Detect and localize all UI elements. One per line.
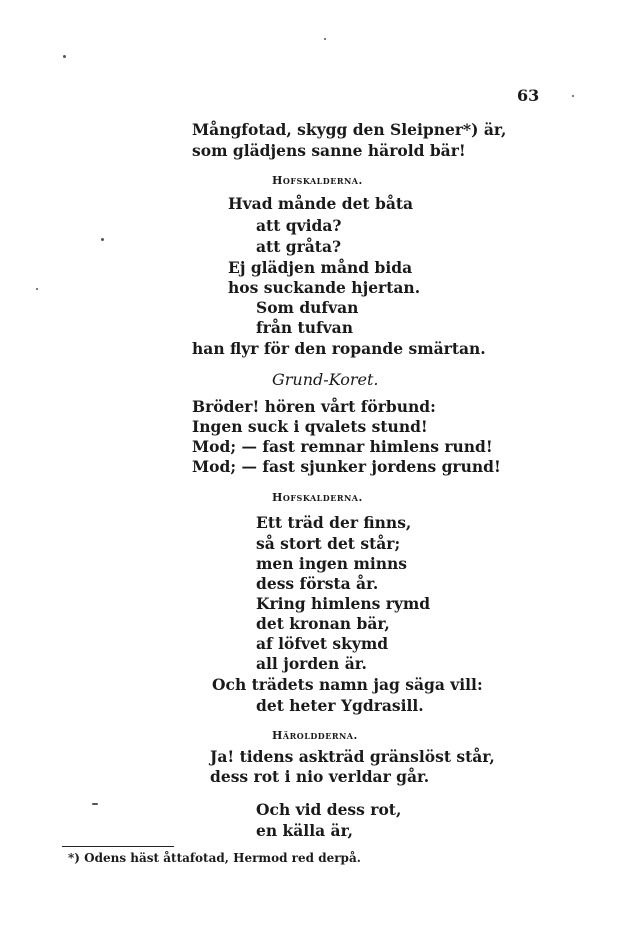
page-number: 63 [517,86,540,105]
verse-line: Och vid dess rot, [256,800,402,819]
scan-speck [572,95,574,97]
scan-speck [63,55,66,58]
scan-speck [101,238,104,241]
scan-speck [92,803,98,805]
speaker-heading: Häroldderna. [272,729,358,742]
verse-line: han flyr för den ropande smärtan. [192,339,486,358]
verse-line: Hvad månde det båta [228,194,414,213]
verse-line: all jorden är. [256,654,367,673]
speaker-heading: Hofskalderna. [272,491,363,504]
verse-line: Mod; — fast sjunker jordens grund! [192,457,501,476]
speaker-heading: Hofskalderna. [272,174,363,187]
verse-line: Bröder! hören vårt förbund: [192,397,436,416]
scan-speck [36,288,38,290]
verse-line: Som dufvan [256,298,359,317]
verse-line: dess rot i nio verldar går. [210,767,430,786]
verse-line: Ingen suck i qvalets stund! [192,417,428,436]
verse-line: att qvida? [256,216,342,235]
verse-line: Kring himlens rymd [256,594,431,613]
verse-line: Och trädets namn jag säga vill: [212,675,483,694]
verse-line: så stort det står; [256,534,401,553]
verse-line: dess första år. [256,574,379,593]
verse-line: Mångfotad, skygg den Sleipner*) är, [192,120,507,139]
verse-line: Ej glädjen månd bida [228,258,413,277]
verse-line: men ingen minns [256,554,408,573]
verse-line: Ja! tidens askträd gränslöst står, [210,747,495,766]
footnote-rule [62,846,174,847]
scan-speck [324,38,326,40]
verse-line: Mod; — fast remnar himlens rund! [192,437,493,456]
verse-line: en källa är, [256,821,354,840]
verse-line: det heter Ygdrasill. [256,696,424,715]
verse-line: som glädjens sanne härold bär! [192,141,466,160]
verse-line: att gråta? [256,237,342,256]
chorus-heading: Grund-Koret. [272,370,379,389]
verse-line: Ett träd der finns, [256,513,412,532]
verse-line: från tufvan [256,318,353,337]
verse-line: det kronan bär, [256,614,390,633]
verse-line: hos suckande hjertan. [228,278,421,297]
verse-line: af löfvet skymd [256,634,389,653]
footnote: *) Odens häst åttafotad, Hermod red derpå. [68,851,361,865]
